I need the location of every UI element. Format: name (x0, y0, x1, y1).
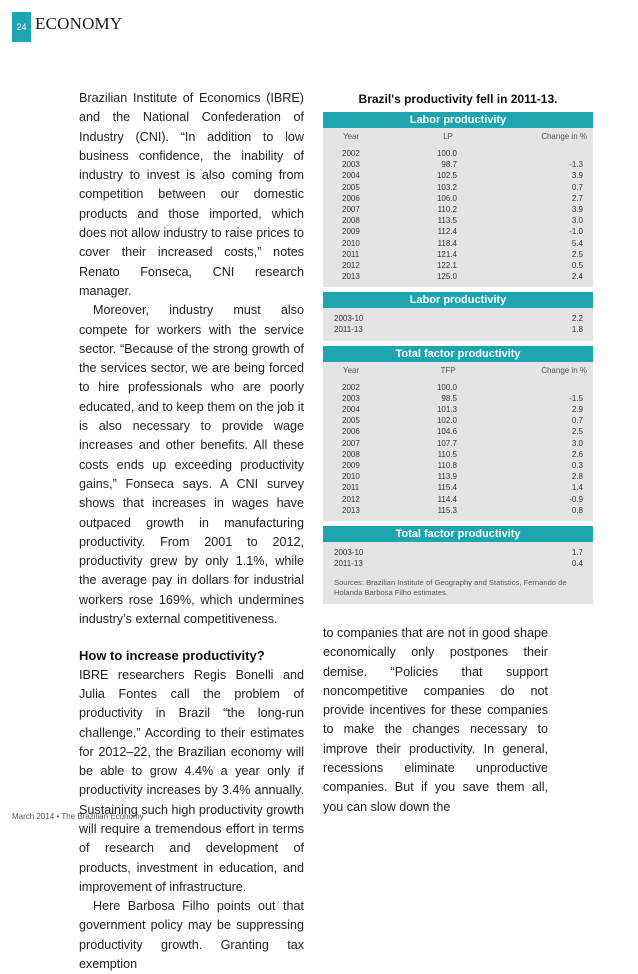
table-row (323, 159, 593, 170)
cell-index: 107.7 (436, 438, 457, 448)
page-number-badge: 24 (12, 12, 31, 42)
paragraph: Brazilian Institute of Economics (IBRE) and the National Confederation of Industry (CNI). “In addition to low business confidence, the inability of industry to invest is also coming from competition between our domestic products and those imported, which does not allow industry to raise prices to cover their increased costs,” notes Renato Fonseca, CNI research manager. (79, 91, 304, 298)
col-year: Year (343, 132, 360, 141)
cell-change: 2.4 (571, 272, 583, 282)
cell-year: 2003 (342, 160, 360, 170)
col-lp: LP (443, 132, 453, 141)
cell-index: 98.5 (441, 393, 457, 403)
tfp-column-header (323, 362, 593, 378)
cell-year: 2008 (342, 449, 360, 459)
col-change: Change in % (541, 132, 587, 141)
labor-summary-band: Labor productivity (323, 292, 593, 308)
table-row (323, 482, 593, 493)
table-row (323, 193, 593, 204)
cell-index: 113.5 (437, 216, 457, 226)
paragraph: Here Barbosa Filho points out that government policy may be suppressing productivity growth. Granting tax exemption (79, 899, 304, 972)
cell-index: 121.4 (436, 249, 457, 259)
cell-change: 0.8 (571, 505, 583, 515)
summary-row (323, 558, 593, 569)
tfp-rows (323, 378, 593, 521)
cell-change: -1.3 (569, 160, 583, 170)
table-row (323, 170, 593, 181)
tfp-band: Total factor productivity (323, 346, 593, 362)
summary-row (323, 313, 593, 324)
cell-change: 0.7 (571, 182, 583, 192)
cell-change: 1.4 (571, 483, 583, 493)
cell-year: 2004 (342, 171, 360, 181)
cell-change: 2.9 (571, 405, 583, 414)
cell-average: 1.7 (571, 547, 583, 557)
cell-change: -0.9 (569, 494, 583, 504)
cell-change: 3.0 (571, 216, 583, 226)
cell-change: -1.0 (569, 227, 583, 237)
cell-year: 2006 (342, 427, 360, 437)
cell-change: 3.0 (571, 438, 583, 448)
table-row (323, 393, 593, 404)
right-column (323, 624, 548, 817)
cell-change: 2.7 (571, 193, 583, 203)
cell-change: 3.9 (571, 204, 583, 214)
table-row (323, 204, 593, 215)
cell-year: 2007 (342, 204, 360, 214)
cell-year: 2005 (342, 182, 360, 192)
cell-index: 110.5 (437, 449, 457, 459)
table-row (323, 260, 593, 271)
cell-year: 2013 (342, 505, 360, 515)
table-row (323, 404, 593, 415)
table-title: Brazil's productivity fell in 2011-13. (358, 92, 558, 106)
tfp-summary-band: Total factor productivity (323, 526, 593, 542)
cell-year: 2009 (342, 460, 360, 470)
cell-year: 2009 (342, 227, 360, 237)
table-row (323, 449, 593, 460)
section-title: ECONOMY (35, 14, 123, 33)
table-row (323, 271, 593, 282)
cell-index: 100.0 (436, 149, 457, 158)
paragraph: IBRE researchers Regis Bonelli and Julia Fontes call the problem of productivity in Brazil “the long-run challenge.” According to their estimates for 2012–22, the Brazilian economy will be able to grow 4.4% a year only if productivity increases by 3.4% annually. Sustaining such high productivity growth will require a tremendous effort in terms of research and development of products, investment in education, and improvement of infrastructure. (79, 667, 304, 894)
cell-change: 2.6 (571, 449, 583, 459)
cell-index: 102.0 (436, 416, 457, 426)
section-heading: How to increase productivity? (79, 648, 265, 664)
cell-year: 2010 (342, 238, 360, 248)
cell-change: 0.5 (571, 260, 583, 270)
labor-band: Labor productivity (323, 112, 593, 128)
cell-index: 101.3 (436, 405, 457, 414)
cell-change: 0.7 (571, 416, 583, 426)
cell-year: 2012 (342, 260, 360, 270)
cell-year: 2003 (342, 393, 360, 403)
summary-row (323, 324, 593, 335)
cell-change: 3.9 (571, 171, 583, 181)
table-row (323, 249, 593, 260)
cell-index: 118.4 (437, 238, 457, 248)
cell-year: 2004 (342, 405, 360, 414)
paragraph: Moreover, industry must also compete for workers with the service sector. “Because of the strong growth of the services sector, we are being forced to hire professionals who are poorly educated, and to keep them on the job it is also necessary to provide wage increases and other benefits. All these costs ends up exceeding productivity gains,” Fonseca says. A CNI survey shows that increases in wages have outpaced growth in manufacturing productivity. From 2001 to 2012, productivity grew by only 1.1%, while the average pay in dollars for industrial workers rose 169%, which undermines industry’s external competitiveness. (79, 303, 304, 627)
table-row (323, 238, 593, 249)
cell-index: 112.4 (437, 227, 457, 237)
cell-index: 114.4 (437, 494, 457, 504)
cell-change: 2.8 (571, 472, 583, 482)
cell-year: 2013 (342, 272, 360, 282)
table-row (323, 415, 593, 426)
cell-index: 106.0 (436, 193, 457, 203)
cell-index: 122.1 (436, 260, 457, 270)
cell-year: 2005 (342, 416, 360, 426)
summary-row (323, 547, 593, 558)
table-row (323, 460, 593, 471)
table-row (323, 226, 593, 237)
cell-change: -1.5 (569, 393, 583, 403)
table-row (323, 215, 593, 226)
cell-index: 104.6 (436, 427, 457, 437)
cell-period: 2003-10 (334, 547, 364, 557)
cell-index: 98.7 (441, 160, 457, 170)
cell-year: 2002 (342, 382, 360, 392)
table-row (323, 426, 593, 437)
cell-index: 125.0 (436, 272, 457, 282)
left-column (79, 89, 304, 974)
cell-change: 0.3 (571, 460, 583, 470)
cell-year: 2012 (342, 494, 360, 504)
paragraph: to companies that are not in good shape economically only postpones their demise. “Policies that support noncompetitive companies do not provide incentives for these companies to make the changes necessary to improve their productivity. In general, recessions eliminate unproductive companies. But if you save them all, you can slow down the (323, 626, 548, 814)
cell-index: 115.3 (437, 505, 457, 515)
cell-year: 2007 (342, 438, 360, 448)
cell-index: 103.2 (436, 182, 457, 192)
cell-average: 1.8 (571, 325, 583, 335)
cell-index: 110.2 (437, 204, 457, 214)
cell-year: 2006 (342, 193, 360, 203)
cell-period: 2011-13 (334, 325, 363, 335)
cell-period: 2011-13 (334, 559, 363, 569)
productivity-table (323, 89, 593, 604)
cell-period: 2003-10 (334, 314, 364, 324)
page-footer: March 2014 • The Brazilian Economy (12, 812, 144, 821)
table-row (323, 494, 593, 505)
labor-column-header (323, 128, 593, 144)
cell-year: 2008 (342, 216, 360, 226)
table-row (323, 148, 593, 159)
cell-index: 110.8 (437, 460, 457, 470)
cell-year: 2002 (342, 149, 360, 158)
labor-rows (323, 144, 593, 287)
cell-average: 0.4 (571, 559, 583, 569)
col-year: Year (343, 365, 360, 375)
tfp-summary (323, 542, 593, 574)
cell-year: 2011 (342, 249, 360, 259)
table-row (323, 382, 593, 393)
labor-summary (323, 308, 593, 340)
cell-change: 2.5 (571, 427, 583, 437)
cell-year: 2011 (342, 483, 360, 493)
table-row (323, 182, 593, 193)
cell-index: 100.0 (436, 382, 457, 392)
cell-index: 115.4 (437, 483, 457, 493)
cell-change: 2.5 (571, 249, 583, 259)
cell-year: 2010 (342, 472, 360, 482)
table-row (323, 505, 593, 516)
table-row (323, 471, 593, 482)
col-change: Change in % (541, 365, 587, 375)
cell-index: 113.9 (437, 472, 457, 482)
col-tfp: TFP (440, 365, 456, 375)
cell-average: 2.2 (571, 314, 583, 324)
table-row (323, 438, 593, 449)
sources-note: Sources: Brazilian Institute of Geography and Statistics, Fernando de Holanda Barbosa Filho estimates. (323, 574, 593, 604)
cell-change: 5.4 (571, 238, 583, 248)
cell-index: 102.5 (436, 171, 457, 181)
